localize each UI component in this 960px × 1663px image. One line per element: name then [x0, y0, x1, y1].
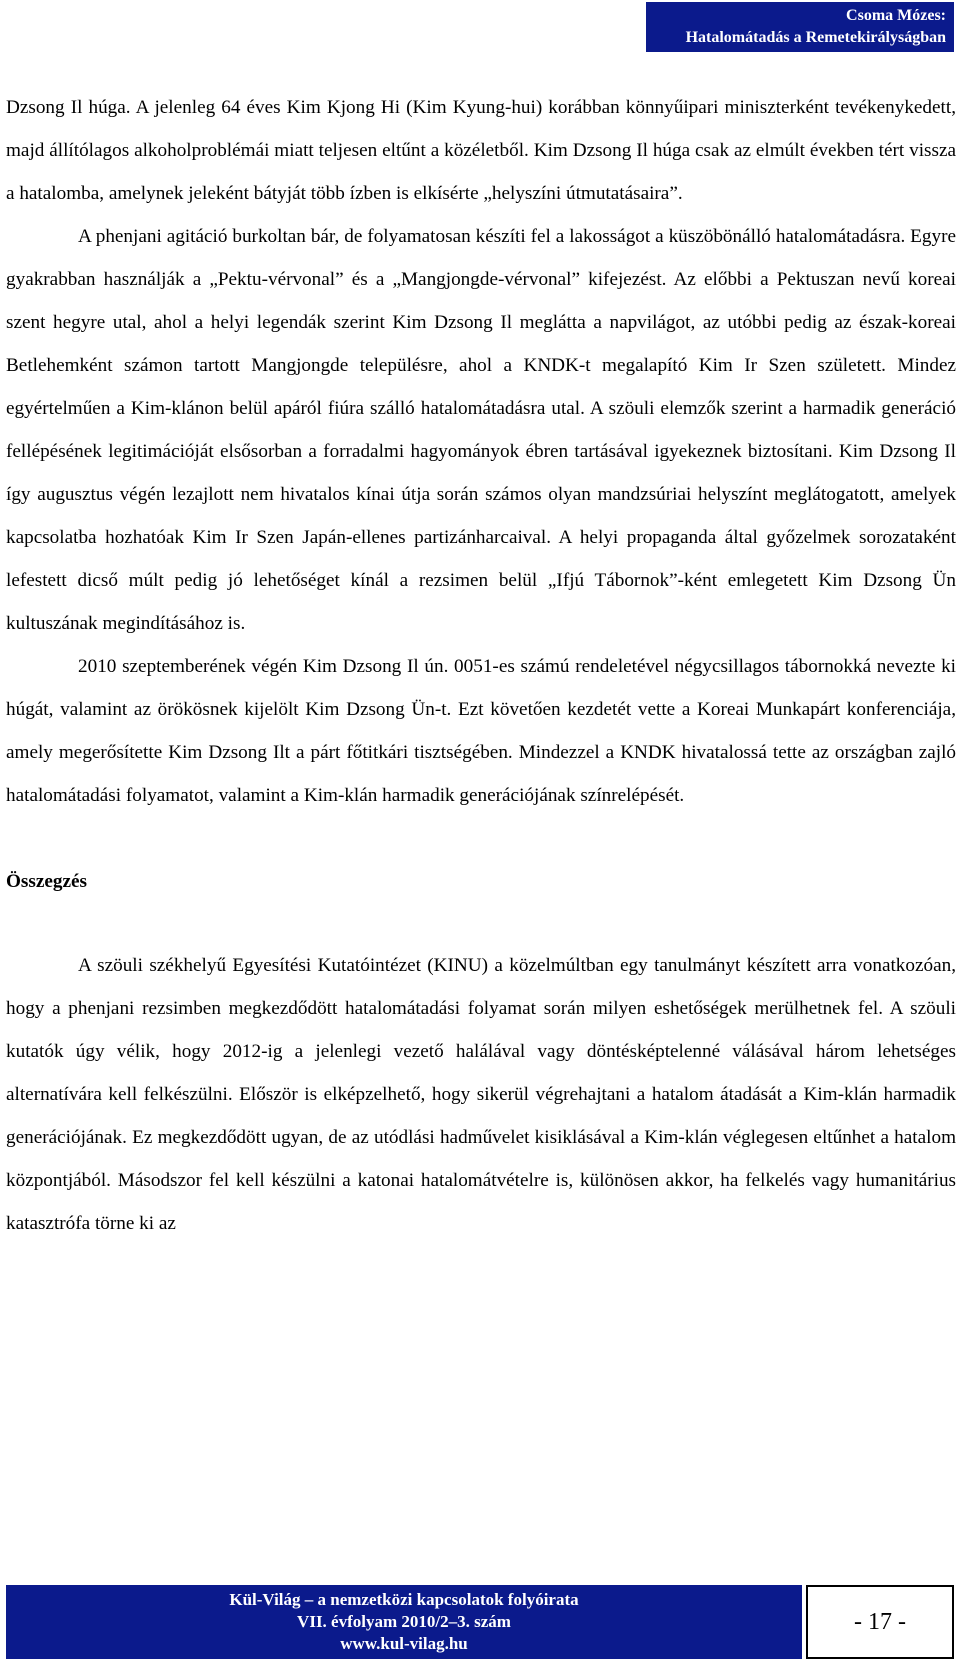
footer-journal-title: Kül-Világ – a nemzetközi kapcsolatok folyóirata: [229, 1590, 579, 1609]
footer-website: www.kul-vilag.hu: [340, 1634, 468, 1653]
header-author: Csoma Mózes:: [846, 7, 946, 24]
header-title: Hatalomátadás a Remetekirályságban: [685, 29, 946, 46]
section-heading: Összegzés: [6, 871, 87, 892]
paragraph-4: A szöuli székhelyű Egyesítési Kutatóintézet (KINU) a közelmúltban egy tanulmányt készített arra vonatkozóan, hogy a phenjani rezsimben megkezdődött hatalomátadási folyamat során milyen eshetőségek merülhetnek fel. A szöuli kutatók úgy vélik, hogy 2012-ig a jelenlegi vezető halálával vagy döntésképtelenné válásával három lehetséges alternatívára kell felkészülni. Először is elképzelhető, hogy sikerül végrehajtani a hatalom átadását a Kim-klán harmadik generációjának. Ez megkezdődött ugyan, de az utódlási hadművelet kisiklásával a Kim-klán véglegesen eltűnhet a hatalom központjából. Másodszor fel kell készülni a katonai hatalomátvételre is, különösen akkor, ha felkelés vagy humanitárius katasztrófa törne ki az: [6, 955, 956, 1234]
journal-footer: [6, 1585, 802, 1659]
page-number: - 17 -: [854, 1608, 906, 1635]
paragraph-1: Dzsong Il húga. A jelenleg 64 éves Kim Kjong Hi (Kim Kyung-hui) korábban könnyűipari miniszterként tevékenykedett, majd állítólagos alkoholproblémái miatt teljesen eltűnt a közéletből. Kim Dzsong Il húga csak az elmúlt években tért vissza a hatalomba, amelynek jeleként bátyját több ízben is elkísérte „helyszíni útmutatásaira”.: [6, 97, 956, 204]
page-number-box: [806, 1585, 954, 1659]
paragraph-2: A phenjani agitáció burkoltan bár, de folyamatosan készíti fel a lakosságot a küszöbönálló hatalomátadásra. Egyre gyakrabban használják a „Pektu-vérvonal” és a „Mangjongde-vérvonal” kifejezést. Az előbbi a Pektuszan nevű koreai szent hegyre utal, ahol a helyi legendák szerint Kim Dzsong Il meglátta a napvilágot, az utóbbi pedig az észak-koreai Betlehemként számon tartott Mangjongde településre, ahol a KNDK-t megalapító Kim Ir Szen született. Mindez egyértelműen a Kim-klánon belül apáról fiúra szálló hatalomátadásra utal. A szöuli elemzők szerint a harmadik generáció fellépésének legitimációját elsősorban a forradalmi hagyományok ébren tartásával igyekeznek biztosítani. Kim Dzsong Il így augusztus végén lezajlott nem hivatalos kínai útja során számos olyan mandzsúriai helyszínt meglátogatott, amelyek kapcsolatba hozhatóak Kim Ir Szen Japán-ellenes partizánharcaival. A helyi propaganda által győzelmek sorozataként lefestett dicső múlt pedig jó lehetőséget kínál a rezsimen belül „Ifjú Tábornok”-ként emlegetett Kim Dzsong Ün kultuszának megindításához is.: [6, 226, 956, 634]
article-body: [6, 86, 956, 1245]
paragraph-3: 2010 szeptemberének végén Kim Dzsong Il ún. 0051-es számú rendeletével négycsillagos tábornokká nevezte ki húgát, valamint az örökösnek kijelölt Kim Dzsong Ün-t. Ezt követően kezdetét vette a Koreai Munkapárt konferenciája, amely megerősítette Kim Dzsong Ilt a párt főtitkári tisztségében. Mindezzel a KNDK hivatalossá tette az országban zajló hatalomátadási folyamatot, valamint a Kim-klán harmadik generációjának színrelépését.: [6, 656, 956, 806]
footer-volume: VII. évfolyam 2010/2–3. szám: [297, 1612, 511, 1631]
running-header: [646, 2, 954, 52]
